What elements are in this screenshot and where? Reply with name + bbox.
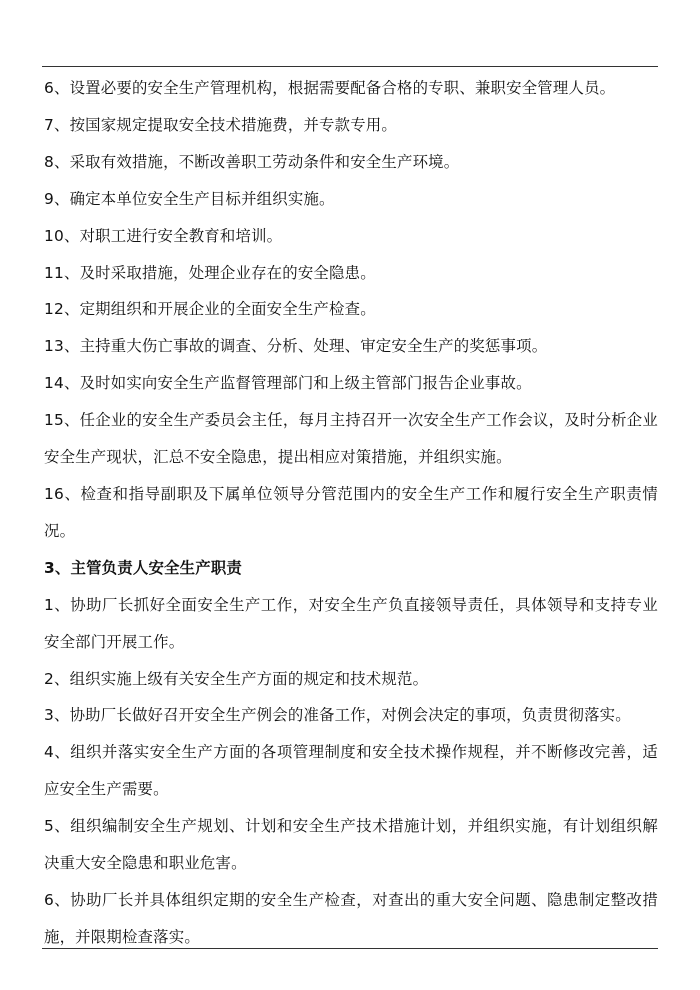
paragraph: 15、任企业的安全生产委员会主任，每月主持召开一次安全生产工作会议，及时分析企业安全生产现状，汇总不安全隐患，提出相应对策措施，并组织实施。 [44, 411, 658, 467]
footer-rule [42, 948, 658, 949]
paragraph: 4、组织并落实安全生产方面的各项管理制度和安全技术操作规程，并不断修改完善，适应安全生产需要。 [44, 743, 658, 799]
paragraph: 14、及时如实向安全生产监督管理部门和上级主管部门报告企业事故。 [44, 374, 532, 393]
paragraph: 7、按国家规定提取安全技术措施费，并专款专用。 [44, 115, 397, 134]
paragraph: 3、协助厂长做好召开安全生产例会的准备工作，对例会决定的事项，负责贯彻落实。 [44, 706, 631, 725]
paragraph: 8、采取有效措施，不断改善职工劳动条件和安全生产环境。 [44, 152, 460, 171]
paragraph: 5、组织编制安全生产规划、计划和安全生产技术措施计划，并组织实施，有计划组织解决重大安全隐患和职业危害。 [44, 817, 658, 873]
paragraph: 10、对职工进行安全教育和培训。 [44, 226, 283, 245]
paragraph: 6、协助厂长并具体组织定期的安全生产检查，对查出的重大安全问题、隐患制定整改措施，并限期检查落实。 [44, 890, 658, 946]
paragraph: 16、检查和指导副职及下属单位领导分管范围内的安全生产工作和履行安全生产职责情况。 [44, 484, 658, 540]
paragraph: 2、组织实施上级有关安全生产方面的规定和技术规范。 [44, 669, 429, 688]
section-heading: 3、主管负责人安全生产职责 [44, 558, 242, 577]
paragraph: 11、及时采取措施，处理企业存在的安全隐患。 [44, 263, 376, 282]
paragraph: 6、设置必要的安全生产管理机构，根据需要配备合格的专职、兼职安全管理人员。 [44, 79, 616, 97]
paragraph: 1、协助厂长抓好全面安全生产工作，对安全生产负直接领导责任，具体领导和支持专业安全部门开展工作。 [44, 595, 658, 651]
header-rule [42, 66, 658, 67]
paragraph: 13、主持重大伤亡事故的调查、分析、处理、审定安全生产的奖惩事项。 [44, 337, 548, 356]
paragraph: 9、确定本单位安全生产目标并组织实施。 [44, 189, 335, 208]
document-body [44, 70, 658, 956]
paragraph: 12、定期组织和开展企业的全面安全生产检查。 [44, 300, 376, 319]
